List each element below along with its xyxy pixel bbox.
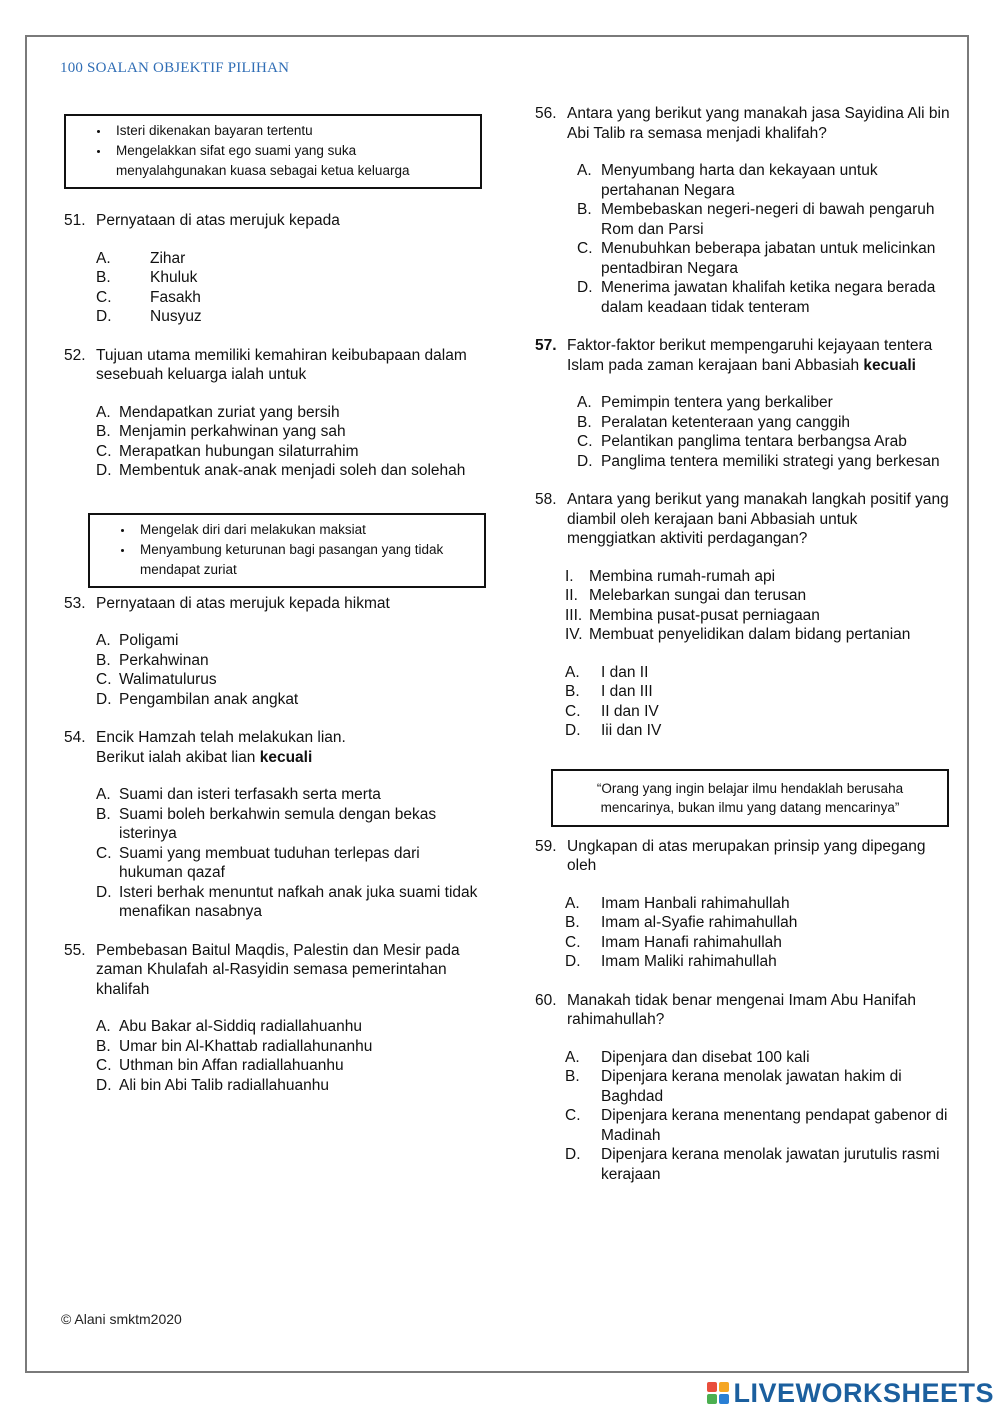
option[interactable]: A. Zihar — [96, 249, 186, 267]
option[interactable]: C. Suami yang membuat tuduhan terlepas dari hukuman qazaf — [96, 844, 420, 881]
brand-name: LIVEWORKSHEETS — [733, 1377, 994, 1408]
question-number: 57. — [535, 337, 557, 354]
option[interactable]: D. Membentuk anak-anak menjadi soleh dan solehah — [96, 462, 466, 479]
question-60 — [535, 991, 950, 1030]
question-53 — [64, 594, 484, 614]
question-number: 54. — [64, 729, 86, 746]
right-column — [535, 104, 950, 1184]
options-51 — [64, 249, 484, 327]
statement-item: • Mengelakkan sifat ego suami yang suka menyalahgunakan kuasa sebagai ketua keluarga — [110, 141, 470, 181]
option[interactable]: B. Membebaskan negeri-negeri di bawah pengaruh Rom dan Parsi — [577, 201, 935, 238]
quote-box — [551, 769, 949, 827]
options-59 — [535, 894, 950, 972]
option[interactable]: A. Poligami — [96, 632, 179, 649]
option[interactable]: A. Imam Hanbali rahimahullah — [565, 894, 790, 912]
logo-square — [707, 1382, 717, 1392]
statement-list — [98, 520, 474, 580]
statement: II. Melebarkan sungai dan terusan — [565, 587, 807, 604]
option[interactable]: D. Pengambilan anak angkat — [96, 690, 299, 708]
options-56 — [535, 161, 950, 317]
question-number: 53. — [64, 594, 86, 612]
option[interactable]: B. Perkahwinan — [96, 651, 209, 669]
question-number: 51. — [64, 212, 86, 229]
question-54 — [64, 728, 484, 767]
question-58 — [535, 490, 950, 549]
question-text: Encik Hamzah telah melakukan lian. — [96, 729, 346, 746]
option[interactable]: D. Menerima jawatan khalifah ketika negara berada dalam keadaan tidak tenteram — [577, 279, 936, 316]
logo-square — [719, 1382, 729, 1392]
question-59 — [535, 837, 950, 876]
logo-square — [707, 1394, 717, 1404]
quote-text: “Orang yang ingin belajar ilmu hendaklah berusaha mencarinya, bukan ilmu yang datang mencarinya” — [596, 780, 904, 815]
keyword: kecuali — [863, 356, 916, 374]
option[interactable]: B. Suami boleh berkahwin semula dengan bekas isterinya — [96, 805, 437, 842]
question-number: 52. — [64, 346, 86, 364]
option[interactable]: A. Abu Bakar al-Siddiq radiallahuanhu — [96, 1018, 362, 1035]
question-number: 55. — [64, 941, 86, 959]
question-text: Antara yang berikut yang manakah langkah positif yang diambil oleh kerajaan bani Abbasiah untuk menggiatkan aktiviti perdagangan? — [567, 491, 949, 547]
copyright-footer: © Alani smktm2020 — [61, 1311, 182, 1327]
question-text: Tujuan utama memiliki kemahiran keibubapaan dalam sesebuah keluarga ialah untuk — [96, 346, 467, 383]
option[interactable]: C. Menubuhkan beberapa jabatan untuk melicinkan pentadbiran Negara — [577, 240, 936, 277]
question-text: Pernyataan di atas merujuk kepada — [96, 212, 340, 229]
statement-list — [74, 121, 470, 181]
question-number: 56. — [535, 105, 557, 122]
statement: III. Membina pusat-pusat perniagaan — [565, 606, 820, 624]
statements-58 — [535, 567, 950, 645]
question-text: Pernyataan di atas merujuk kepada hikmat — [96, 594, 390, 612]
statement-box-2 — [88, 513, 486, 588]
options-55 — [64, 1017, 484, 1095]
keyword: kecuali — [259, 748, 313, 766]
option[interactable]: C. Walimatulurus — [96, 671, 217, 688]
option[interactable]: B. Umar bin Al-Khattab radiallahunanhu — [96, 1037, 373, 1055]
option[interactable]: B. Peralatan ketenteraan yang canggih — [577, 413, 851, 431]
question-57 — [535, 336, 950, 375]
statement: I. Membina rumah-rumah api — [565, 567, 776, 585]
page-header: 100 SOALAN OBJEKTIF PILIHAN — [60, 60, 290, 76]
question-number: 59. — [535, 837, 557, 855]
option[interactable]: C. Merapatkan hubungan silaturrahim — [96, 442, 359, 460]
option[interactable]: A. Dipenjara dan disebat 100 kali — [565, 1048, 810, 1066]
option[interactable]: B. Menjamin perkahwinan yang sah — [96, 423, 346, 440]
logo-square — [719, 1394, 729, 1404]
option[interactable]: C. II dan IV — [565, 702, 659, 720]
options-53 — [64, 631, 484, 709]
option[interactable]: B. Imam al-Syafie rahimahullah — [565, 914, 798, 931]
options-57 — [535, 393, 950, 471]
question-text: Antara yang berikut yang manakah jasa Sayidina Ali bin Abi Talib ra semasa menjadi khalifah? — [567, 105, 950, 142]
option[interactable]: D. Imam Maliki rahimahullah — [565, 953, 777, 970]
option[interactable]: B. I dan III — [565, 683, 653, 700]
question-text: Faktor-faktor berikut mempengaruhi kejayaan tentera Islam pada zaman kerajaan bani Abbasiah kecuali — [567, 337, 933, 374]
option[interactable]: A. I dan II — [565, 663, 649, 681]
option[interactable]: D. Iii dan IV — [565, 722, 662, 739]
option[interactable]: A. Suami dan isteri terfasakh serta merta — [96, 786, 381, 803]
liveworksheets-logo[interactable] — [707, 1378, 994, 1408]
option[interactable]: C. Imam Hanafi rahimahullah — [565, 933, 782, 951]
question-number: 58. — [535, 491, 557, 508]
left-column — [64, 114, 484, 1095]
option[interactable]: C. Uthman bin Affan radiallahuanhu — [96, 1057, 344, 1074]
options-58 — [535, 663, 950, 741]
logo-icon — [707, 1382, 729, 1404]
option[interactable]: B. Khuluk — [96, 269, 198, 286]
question-56 — [535, 104, 950, 143]
options-52 — [64, 403, 484, 481]
option[interactable]: D. Dipenjara kerana menolak jawatan jurutulis rasmi kerajaan — [565, 1146, 940, 1183]
question-text: Manakah tidak benar mengenai Imam Abu Hanifah rahimahullah? — [567, 991, 916, 1028]
statement-box-1 — [64, 114, 482, 189]
option[interactable]: C. Fasakh — [96, 288, 201, 306]
statement-item: • Menyambung keturunan bagi pasangan yang tidak mendapat zuriat — [134, 540, 474, 580]
statement-item: • Mengelak diri dari melakukan maksiat — [134, 520, 474, 540]
option[interactable]: D. Panglima tentera memiliki strategi yang berkesan — [577, 452, 940, 470]
option[interactable]: D. Ali bin Abi Talib radiallahuanhu — [96, 1076, 329, 1094]
option[interactable]: C. Dipenjara kerana menentang pendapat gabenor di Madinah — [565, 1107, 948, 1144]
question-text: Ungkapan di atas merupakan prinsip yang dipegang oleh — [567, 837, 926, 874]
question-number: 60. — [535, 991, 557, 1009]
options-60 — [535, 1048, 950, 1185]
question-52 — [64, 346, 484, 385]
statement-item: • Isteri dikenakan bayaran tertentu — [110, 121, 470, 141]
options-54 — [64, 785, 484, 922]
question-51 — [64, 211, 484, 231]
option[interactable]: A. Menyumbang harta dan kekayaan untuk pertahanan Negara — [577, 162, 878, 199]
option[interactable]: A. Pemimpin tentera yang berkaliber — [577, 394, 833, 411]
option[interactable]: D. Isteri berhak menuntut nafkah anak juka suami tidak menafikan nasabnya — [96, 883, 478, 920]
question-55 — [64, 941, 484, 1000]
question-text: Pembebasan Baitul Maqdis, Palestin dan Mesir pada zaman Khulafah al-Rasyidin semasa pemerintahan khalifah — [96, 941, 460, 998]
question-text-line2: Berikut ialah akibat lian kecuali — [96, 748, 313, 766]
option[interactable]: D. Nusyuz — [96, 308, 202, 325]
option[interactable]: B. Dipenjara kerana menolak jawatan hakim di Baghdad — [565, 1068, 902, 1105]
option[interactable]: C. Pelantikan panglima tentara berbangsa Arab — [577, 433, 907, 450]
option[interactable]: A. Mendapatkan zuriat yang bersih — [96, 403, 340, 421]
statement: IV. Membuat penyelidikan dalam bidang pertanian — [565, 626, 911, 643]
